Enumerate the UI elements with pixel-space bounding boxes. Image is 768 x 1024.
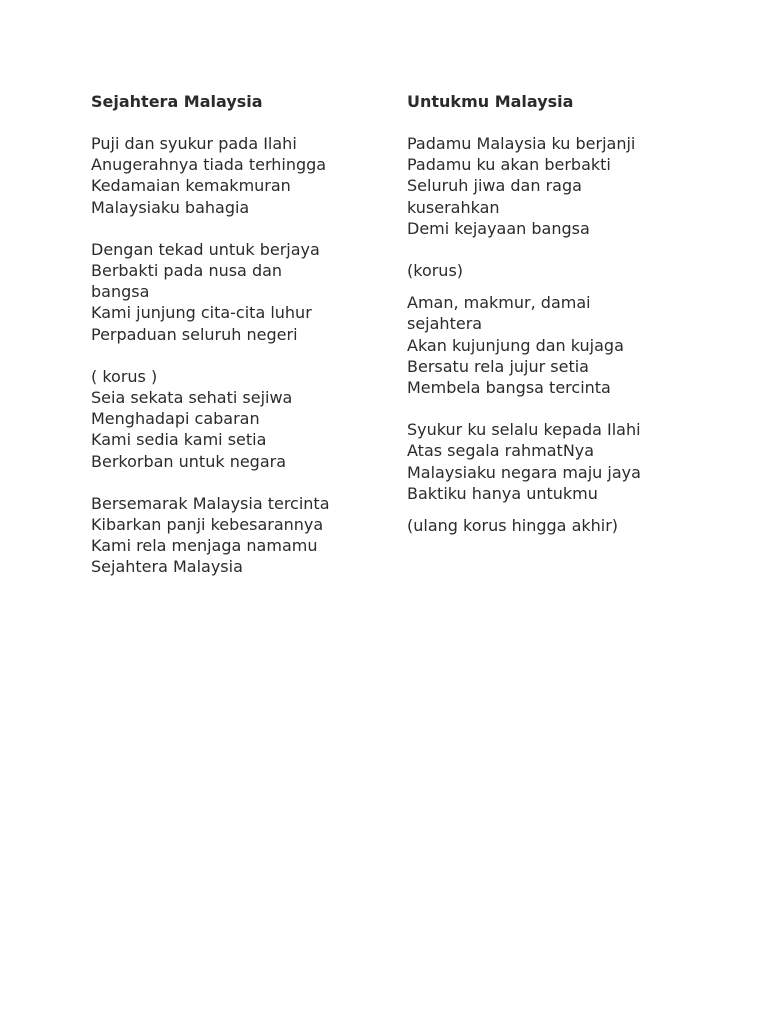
lyric-line: Padamu Malaysia ku berjanji bbox=[407, 134, 636, 153]
lyric-line: Bersemarak Malaysia tercinta bbox=[91, 493, 330, 513]
lyric-line: Kami sedia kami setia bbox=[91, 430, 267, 450]
stanza bbox=[91, 366, 381, 472]
lyric-line: Kami junjung cita-cita luhur bbox=[91, 303, 312, 323]
stanza bbox=[407, 292, 697, 398]
lyric-line: Malaysiaku negara maju jaya bbox=[407, 462, 641, 482]
lyric-line: (korus) bbox=[407, 261, 464, 281]
lyric-line: Berkorban untuk negara bbox=[91, 451, 287, 471]
lyric-line: Baktiku hanya untukmu bbox=[407, 483, 598, 503]
stanza bbox=[91, 493, 381, 578]
lyric-line: Padamu ku akan berbakti bbox=[407, 155, 611, 175]
lyric-line: ( korus ) bbox=[91, 366, 158, 386]
lyric-line: Seluruh jiwa dan raga bbox=[407, 176, 582, 196]
lyric-line: Berbakti pada nusa dan bbox=[91, 261, 283, 281]
lyric-line: Atas segala rahmatNya bbox=[407, 441, 595, 461]
lyric-line: kuserahkan bbox=[407, 197, 500, 217]
lyric-line: Bersatu rela jujur setia bbox=[407, 356, 589, 376]
lyric-line: Perpaduan seluruh negeri bbox=[91, 324, 298, 344]
lyric-line: Dengan tekad untuk berjaya bbox=[91, 239, 320, 259]
lyric-line: Demi kejayaan bangsa bbox=[407, 218, 590, 238]
stanza bbox=[407, 133, 697, 239]
lyric-line: sejahtera bbox=[407, 314, 483, 334]
lyric-line: Kedamaian kemakmuran bbox=[91, 176, 291, 196]
stanza bbox=[407, 515, 697, 536]
stanza bbox=[407, 260, 697, 281]
lyric-line: (ulang korus hingga akhir) bbox=[407, 516, 619, 536]
lyric-line: Aman, makmur, damai bbox=[407, 293, 591, 313]
lyric-line: Anugerahnya tiada terhingga bbox=[91, 155, 327, 175]
lyrics-column-left bbox=[91, 91, 381, 589]
lyric-line: Kami rela menjaga namamu bbox=[91, 536, 318, 556]
song-title-left: Sejahtera Malaysia bbox=[91, 92, 263, 111]
lyric-line: Malaysiaku bahagia bbox=[91, 197, 250, 217]
stanza bbox=[91, 239, 381, 345]
stanza bbox=[91, 133, 381, 218]
lyric-line: Kibarkan panji kebesarannya bbox=[91, 515, 324, 535]
lyric-line: Akan kujunjung dan kujaga bbox=[407, 335, 624, 355]
lyric-line: Seia sekata sehati sejiwa bbox=[91, 388, 293, 408]
lyric-line: Syukur ku selalu kepada Ilahi bbox=[407, 420, 641, 440]
song-title-right: Untukmu Malaysia bbox=[407, 92, 574, 111]
stanza bbox=[407, 419, 697, 504]
lyric-line: Menghadapi cabaran bbox=[91, 409, 260, 429]
lyric-line: Puji dan syukur pada Ilahi bbox=[91, 134, 297, 153]
lyric-line: bangsa bbox=[91, 282, 150, 302]
lyric-line: Sejahtera Malaysia bbox=[91, 557, 243, 577]
lyric-line: Membela bangsa tercinta bbox=[407, 378, 611, 398]
lyrics-column-right bbox=[407, 91, 697, 547]
